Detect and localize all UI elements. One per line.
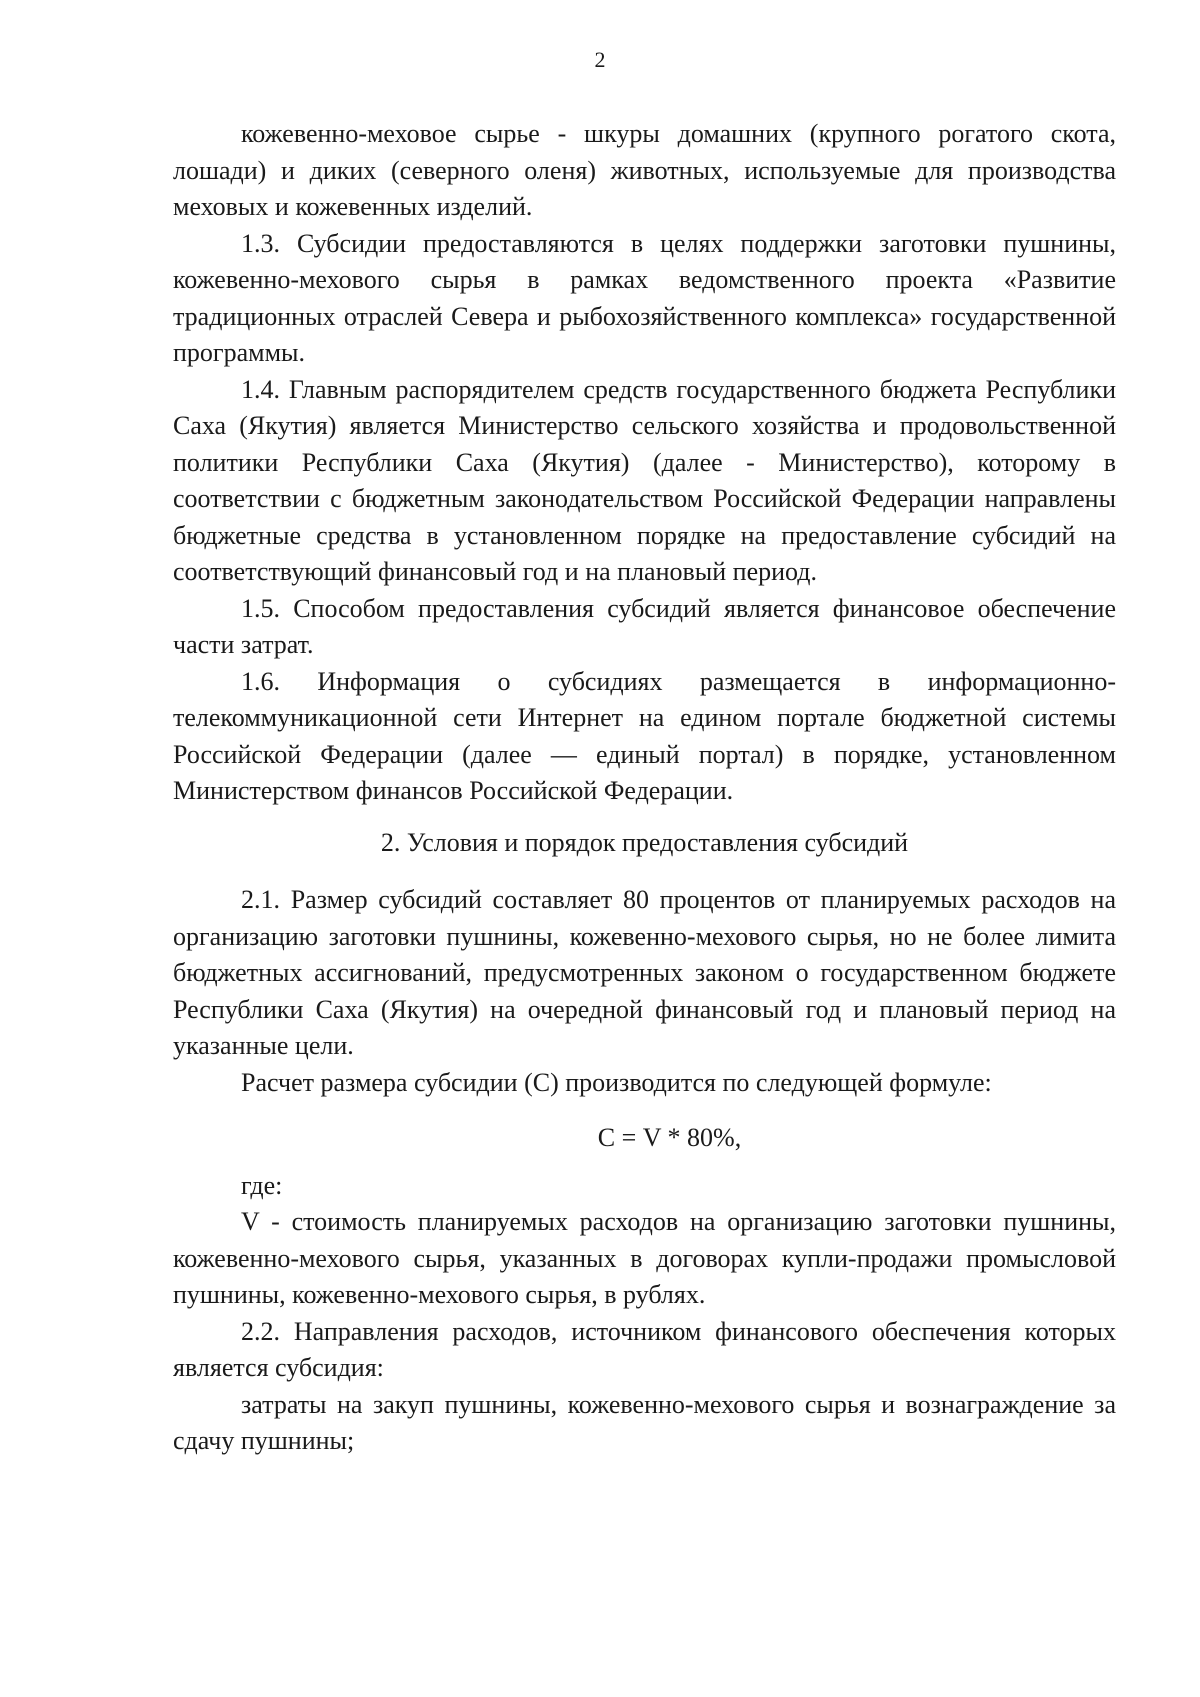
paragraph-2-2: 2.2. Направления расходов, источником финансового обеспечения которых является субсидия: (173, 1316, 1116, 1382)
paragraph-1-6: 1.6. Информация о субсидиях размещается в информационно-телекоммуникационной сети Интернет на едином портале бюджетной системы Российской Федерации (далее — единый портал) в порядке, установленном Министерством финансов Российской Федерации. (173, 666, 1116, 805)
spacer (173, 861, 1116, 882)
where-label: где: (241, 1170, 283, 1200)
paragraph-formula-intro: Расчет размера субсидии (С) производится по следующей формуле: (241, 1067, 992, 1097)
spacer (173, 1157, 1116, 1168)
spacer (173, 810, 1116, 825)
page-number: 2 (594, 47, 606, 72)
paragraph-1-3: 1.3. Субсидии предоставляются в целях поддержки заготовки пушнины, кожевенно-мехового сырья в рамках ведомственного проекта «Развитие традиционных отраслей Севера и рыбохозяйственного комплекса» государственной программы. (173, 228, 1116, 367)
spacer (173, 1101, 1116, 1120)
section-heading: 2. Условия и порядок предоставления субсидий (380, 827, 909, 857)
paragraph-raw-materials-definition: кожевенно-меховое сырье - шкуры домашних (крупного рогатого скота, лошади) и диких (северного оленя) животных, используемые для производства меховых и кожевенных изделий. (173, 119, 1116, 221)
paragraph-1-4: 1.4. Главным распорядителем средств государственного бюджета Республики Саха (Якутия) является Министерство сельского хозяйства и продовольственной политики Республики Саха (Якутия) (далее - Министерство), которому в соответствии с бюджетным законодательством Российской Федерации направлены бюджетные средства в установленном порядке на предоставление субсидий на соответствующий финансовый год и на плановый период. (173, 374, 1116, 586)
paragraph-v-definition: V - стоимость планируемых расходов на организацию заготовки пушнины, кожевенно-мехового сырья, указанных в договорах купли-продажи промысловой пушнины, кожевенно-мехового сырья, в рублях. (173, 1207, 1116, 1309)
document-body (173, 116, 1116, 1460)
paragraph-1-5: 1.5. Способом предоставления субсидий является финансовое обеспечение части затрат. (173, 593, 1116, 659)
paragraph-2-1: 2.1. Размер субсидий составляет 80 процентов от планируемых расходов на организацию заготовки пушнины, кожевенно-мехового сырья, но не более лимита бюджетных ассигнований, предусмотренных законом о государственном бюджете Республики Саха (Якутия) на очередной финансовый год и плановый период на указанные цели. (173, 885, 1116, 1060)
paragraph-expense-item: затраты на закуп пушнины, кожевенно-мехового сырья и вознаграждение за сдачу пушнины; (173, 1389, 1116, 1455)
subsidy-formula: С = V * 80%, (597, 1123, 742, 1152)
